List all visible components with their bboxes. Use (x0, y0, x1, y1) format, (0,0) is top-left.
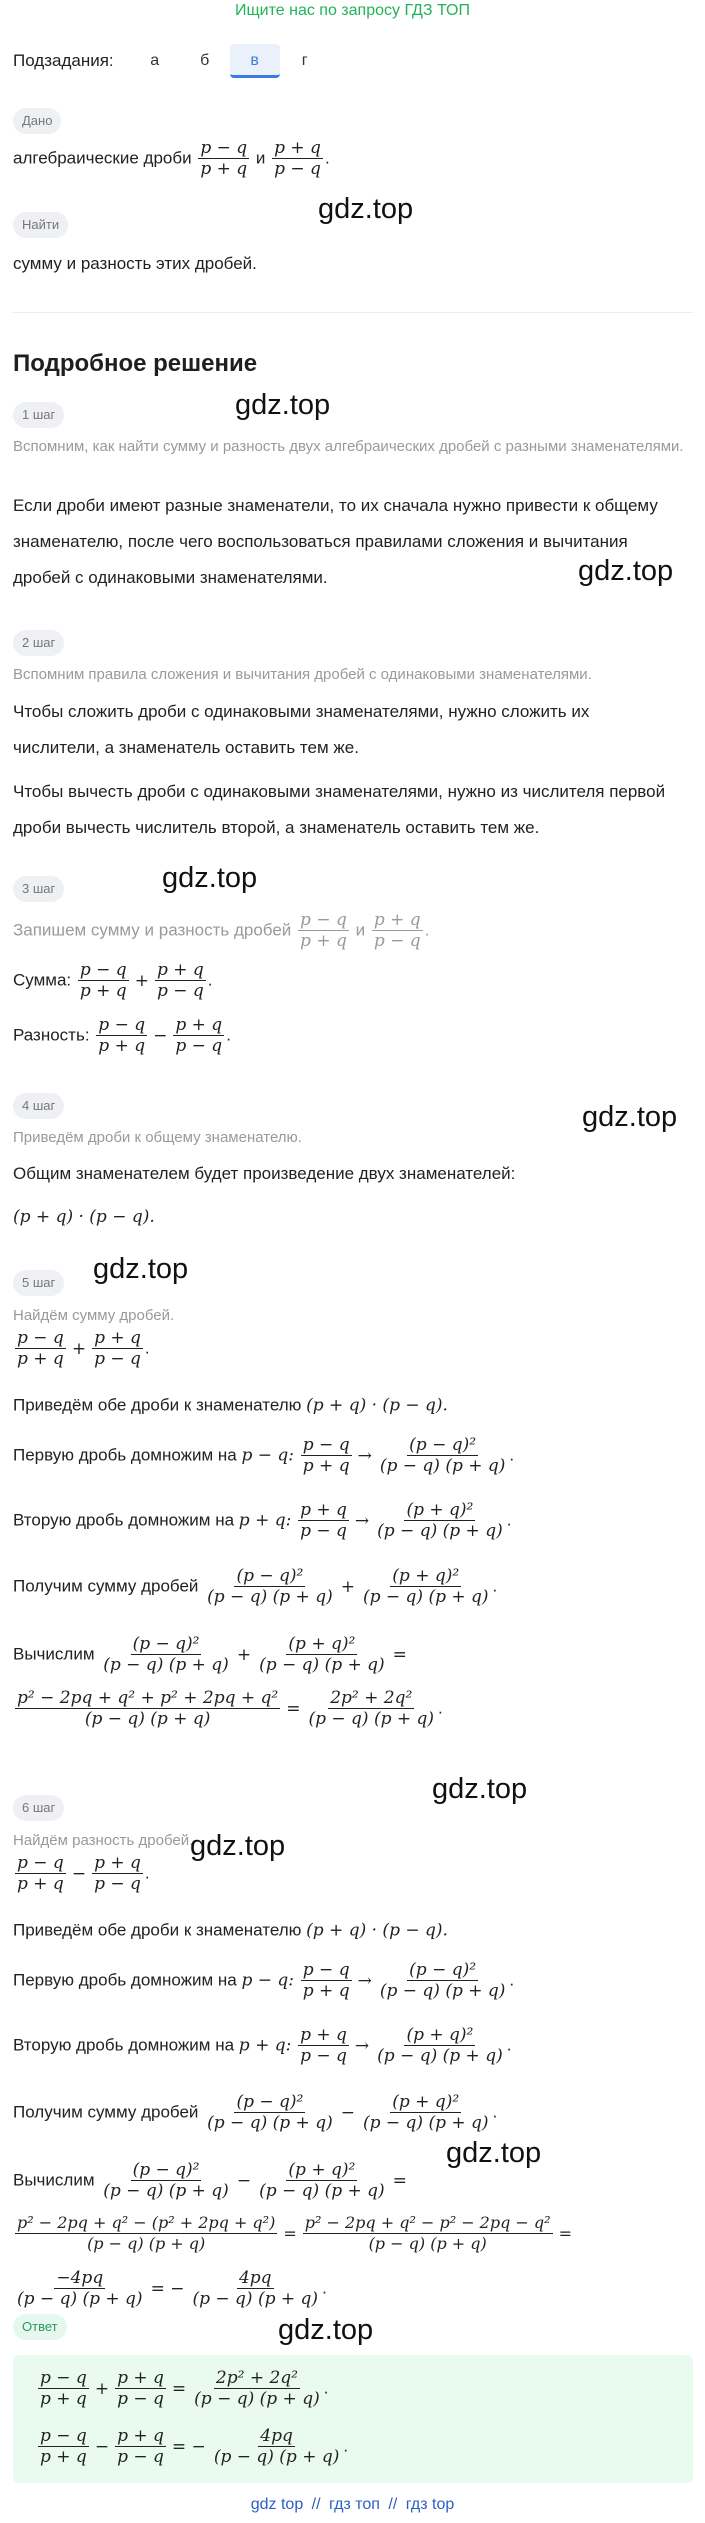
step6-second: Вторую дробь домножим на p + q: $\frac{p + q}{p - q}$ → $\frac{\text{(p + q)²}}{(p - q) (p + q)}$ . (13, 2025, 512, 2066)
tab-g[interactable]: г (301, 52, 308, 69)
step6-result: $\frac{\text{p² − 2pq + q² − (p² + 2pq + q²)}}{(p - q) (p + q)}$ = $\frac{\text{p² − 2pq + q² − p² − 2pq − q²}}{(p - q) (p + q)}$ = (17, 2213, 572, 2253)
bottom-links (0, 2496, 705, 2514)
watermark: gdz.top (162, 862, 258, 894)
subtasks-label: Подзадания: (13, 51, 114, 70)
step6-badge: 6 шаг (13, 1795, 64, 1821)
step6-first: Первую дробь домножим на p − q: $\frac{p - q}{p + q}$ → $\frac{\text{(p − q)²}}{(p - q) (p + q)}$ . (13, 1960, 515, 2001)
search-banner: Ищите нас по запросу ГДЗ ТОП (235, 2, 470, 19)
divider (13, 312, 693, 313)
step5-expr: $\frac{p - q}{p + q}$ + $\frac{p + q}{p - q}$ . (17, 1328, 150, 1369)
subtasks-bar (13, 44, 330, 78)
step5-result: $\frac{\text{p² − 2pq + q² + p² + 2pq + q²}}{(p - q) (p + q)}$ = $\frac{\text{2p² + 2q²}}{(p - q) (p + q)}$ . (17, 1688, 443, 1729)
fraction: $\frac{p - q}{p + q}$ (300, 910, 347, 951)
tab-b[interactable]: б (200, 52, 210, 69)
watermark: gdz.top (582, 1101, 678, 1133)
step3-sum: Сумма: $\frac{p - q}{p + q}$ + $\frac{p + q}{p - q}$ . (13, 960, 213, 1001)
step6-bring: Приведём обе дроби к знаменателю (p + q) · (p − q). (13, 1920, 448, 1941)
link-gdz-top-ru[interactable]: гдз топ (329, 2496, 380, 2513)
watermark: gdz.top (446, 2137, 542, 2169)
step4-text: Общим знаменателем будет произведение двух знаменателей: (13, 1164, 516, 1183)
step6-calc: Вычислим $\frac{\text{(p − q)²}}{(p - q) (p + q)}$ − $\frac{\text{(p + q)²}}{(p - q) (p + q)}$ = (13, 2160, 407, 2201)
step6-get: Получим сумму дробей $\frac{\text{(p − q)²}}{(p - q) (p + q)}$ − $\frac{\text{(p + q)²}}{(p - q) (p + q)}$ . (13, 2092, 498, 2133)
step2-badge: 2 шаг (13, 630, 64, 656)
step5-calc: Вычислим $\frac{\text{(p − q)²}}{(p - q) (p + q)}$ + $\frac{\text{(p + q)²}}{(p - q) (p + q)}$ = (13, 1634, 407, 1675)
step5-first: Первую дробь домножим на p − q: $\frac{p - q}{p + q}$ → $\frac{\text{(p − q)²}}{(p - q) (p + q)}$ . (13, 1435, 515, 1476)
step5-bring: Приведём обе дроби к знаменателю (p + q) · (p − q). (13, 1395, 448, 1416)
link-separator: // (388, 2496, 398, 2513)
watermark: gdz.top (93, 1253, 189, 1285)
answer-badge: Ответ (13, 2314, 67, 2340)
step3-diff: Разность: $\frac{p - q}{p + q}$ − $\frac{p + q}{p - q}$ . (13, 1015, 231, 1056)
step1-text: Если дроби имеют разные знаменатели, то их сначала нужно привести к общему знаменателю, после чего воспользоваться правилами сложения и вычитания дробей с одинаковыми знаменателями. (13, 496, 658, 587)
answer-sum: $\frac{p - q}{p + q}$ + $\frac{p + q}{p - q}$ = $\frac{\text{2p² + 2q²}}{(p - q) (p + q)}$ . (40, 2368, 329, 2409)
fraction: $\frac{p - q}{p + q}$ (200, 138, 248, 179)
given-conj: и (255, 148, 266, 168)
watermark: gdz.top (278, 2314, 374, 2346)
watermark: gdz.top (318, 193, 414, 225)
answer-diff: $\frac{p - q}{p + q}$ − $\frac{p + q}{p - q}$ = − $\frac{4pq}{(p - q) (p + q)}$ . (40, 2426, 349, 2467)
link-gdz-top-mixed[interactable]: гдз top (405, 2496, 455, 2513)
step5-hint: Найдём сумму дробей. (13, 1307, 175, 1324)
step5-badge: 5 шаг (13, 1270, 64, 1296)
watermark: gdz.top (432, 1773, 528, 1805)
link-gdz-top[interactable]: gdz top (250, 2496, 304, 2513)
step3-badge: 3 шаг (13, 876, 64, 902)
find-text: сумму и разность этих дробей. (13, 254, 257, 273)
step4-badge: 4 шаг (13, 1093, 64, 1119)
step1-hint: Вспомним, как найти сумму и разность двух алгебраических дробей с разными знаменателями. (13, 438, 684, 455)
step6-final: $\frac{-4pq}{(p - q) (p + q)}$ = − $\frac{4pq}{(p - q) (p + q)}$ . (17, 2268, 327, 2309)
fraction: $\frac{p + q}{p - q}$ (274, 138, 321, 179)
fraction: $\frac{p + q}{p - q}$ (373, 910, 421, 951)
given-badge: Дано (13, 108, 61, 134)
tab-v[interactable]: в (230, 44, 280, 78)
step6-expr: $\frac{p - q}{p + q}$ − $\frac{p + q}{p - q}$ . (17, 1853, 150, 1894)
step2-p1: Чтобы сложить дроби с одинаковыми знаменателями, нужно сложить их числители, а знаменатель оставить тем же. (13, 702, 590, 757)
solution-title: Подробное решение (13, 350, 258, 377)
link-separator: // (311, 2496, 321, 2513)
step6-hint: Найдём разность дробей. (13, 1832, 194, 1849)
step4-expr: (p + q) · (p − q). (13, 1207, 155, 1227)
find-badge: Найти (13, 212, 68, 238)
watermark: gdz.top (578, 555, 674, 587)
given-line: алгебраические дроби $\frac{p - q}{p + q}$ и $\frac{p + q}{p - q}$ . (13, 138, 330, 179)
step5-second: Вторую дробь домножим на p + q: $\frac{p + q}{p - q}$ → $\frac{\text{(p + q)²}}{(p - q) (p + q)}$ . (13, 1500, 512, 1541)
tab-a[interactable]: а (150, 52, 160, 69)
watermark: gdz.top (190, 1830, 286, 1862)
step2-hint: Вспомним правила сложения и вычитания дробей с одинаковыми знаменателями. (13, 666, 592, 683)
step2-p2: Чтобы вычесть дроби с одинаковыми знаменателями, нужно из числителя первой дроби вычесть числитель второй, а знаменатель оставить тем же. (13, 782, 666, 837)
step3-hint: Запишем сумму и разность дробей $\frac{p - q}{p + q}$ и $\frac{p + q}{p - q}$ . (13, 910, 430, 951)
step5-get: Получим сумму дробей $\frac{\text{(p − q)²}}{(p - q) (p + q)}$ + $\frac{\text{(p + q)²}}{(p - q) (p + q)}$ . (13, 1566, 498, 1607)
step4-hint: Приведём дроби к общему знаменателю. (13, 1129, 302, 1146)
watermark: gdz.top (235, 389, 331, 421)
given-text: алгебраические дроби (13, 148, 192, 168)
step1-badge: 1 шаг (13, 402, 64, 428)
